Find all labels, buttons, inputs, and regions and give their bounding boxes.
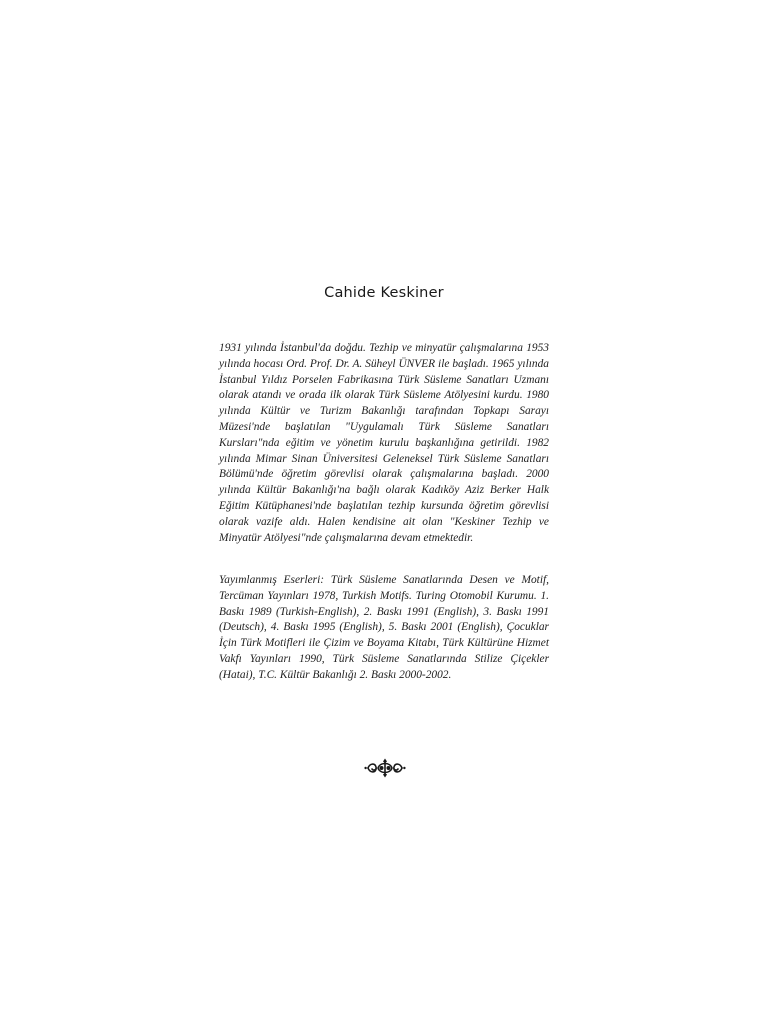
page-title: Cahide Keskiner bbox=[324, 285, 444, 301]
biography-paragraph: 1931 yılında İstanbul'da doğdu. Tezhip ve minyatür çalışmalarına 1953 yılında hocası Ord. Prof. Dr. A. Süheyl ÜNVER ile başladı. 1965 yılında İstanbul Yıldız Porselen Fabrikasına Türk Süsleme Sanatları Uzmanı olarak atandı ve orada ilk olarak Türk Süsleme Atölyesini kurdu. 1980 yılında Kültür ve Turizm Bakanlığı tarafından Topkapı Sarayı Müzesi'nde başlatılan "Uygulamalı Türk Süsleme Sanatları Kursları"nda eğitim ve yönetim kurulu başkanlığına getirildi. 1982 yılında Mimar Sinan Üniversitesi Geleneksel Türk Süsleme Sanatları Bölümü'nde öğretim görevlisi olarak çalışmalarına başladı. 2000 yılında Kültür Bakanlığı'na bağlı olarak Kadıköy Aziz Berker Halk Eğitim Kütüphanesi'nde başlatılan tezhip kursunda öğretim görevlisi olarak vazife aldı. Halen kendisine ait olan "Keskiner Tezhip ve Minyatür Atölyesi"nde çalışmalarına devam etmektedir. bbox=[219, 342, 549, 544]
floral-ornament-icon bbox=[364, 757, 406, 779]
published-works-paragraph: Yayımlanmış Eserleri: Türk Süsleme Sanatlarında Desen ve Motif, Tercüman Yayınları 1978, Turkish Motifs. Turing Otomobil Kurumu. 1. Baskı 1989 (Turkish-English), 2. Baskı 1991 (English), 3. Baskı 1991 (Deutsch), 4. Baskı 1995 (English), 5. Baskı 2001 (English), Çocuklar İçin Türk Motifleri ile Çizim ve Boyama Kitabı, Türk Kültürüne Hizmet Vakfı Yayınları 1990, Türk Süsleme Sanatlarında Stilize Çiçekler (Hatai), T.C. Kültür Bakanlığı 2. Baskı 2000-2002. bbox=[219, 574, 549, 681]
